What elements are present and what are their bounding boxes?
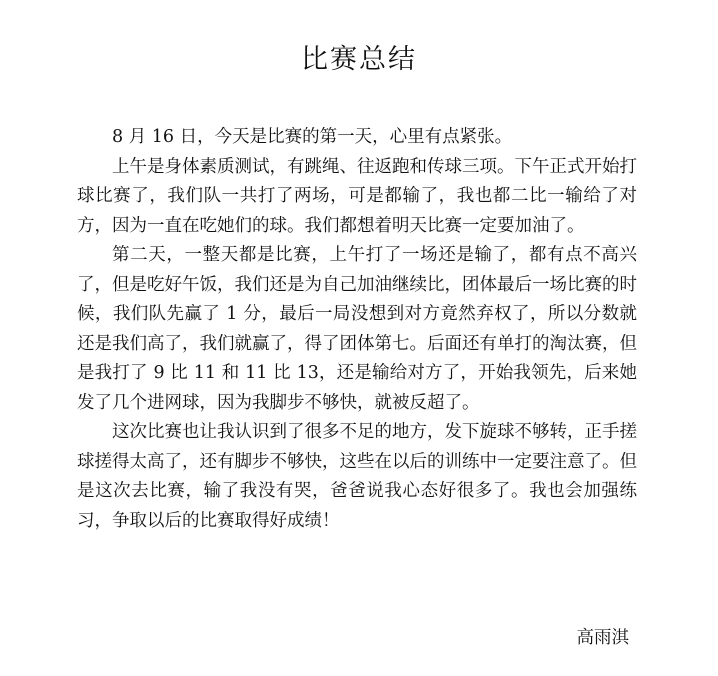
document-title: 比赛总结 bbox=[301, 44, 417, 75]
paragraph-1: 8 月 16 日，今天是比赛的第一天，心里有点紧张。 bbox=[112, 127, 513, 147]
paragraph-3: 第二天，一整天都是比赛，上午打了一场还是输了，都有点不高兴了，但是吃好午饭，我们还是为自己加油继续比，团体最后一场比赛的时候，我们队先赢了 1 分，最后一局没想到对方竟然弃权了，所以分数就还是我们高了，我们就赢了，得了团体第七。后面还有单打的淘汰赛，但是我打了 9 比 11 和 11 比 13，还是输给对方了，开始我领先，后来她发了几个进网球，因为我脚步不够快，就被反超了。 bbox=[77, 245, 637, 413]
paragraph-4: 这次比赛也让我认识到了很多不足的地方，发下旋球不够转，正手搓球搓得太高了，还有脚步不够快，这些在以后的训练中一定要注意了。但是这次去比赛，输了我没有哭，爸爸说我心态好很多了。我也会加强练习，争取以后的比赛取得好成绩！ bbox=[77, 422, 637, 531]
paragraph-2: 上午是身体素质测试，有跳绳、往返跑和传球三项。下午正式开始打球比赛了，我们队一共打了两场，可是都输了，我也都二比一输给了对方，因为一直在吃她们的球。我们都想着明天比赛一定要加油了。 bbox=[77, 156, 637, 236]
author-signature: 高雨淇 bbox=[576, 628, 629, 648]
document-body bbox=[77, 123, 637, 536]
